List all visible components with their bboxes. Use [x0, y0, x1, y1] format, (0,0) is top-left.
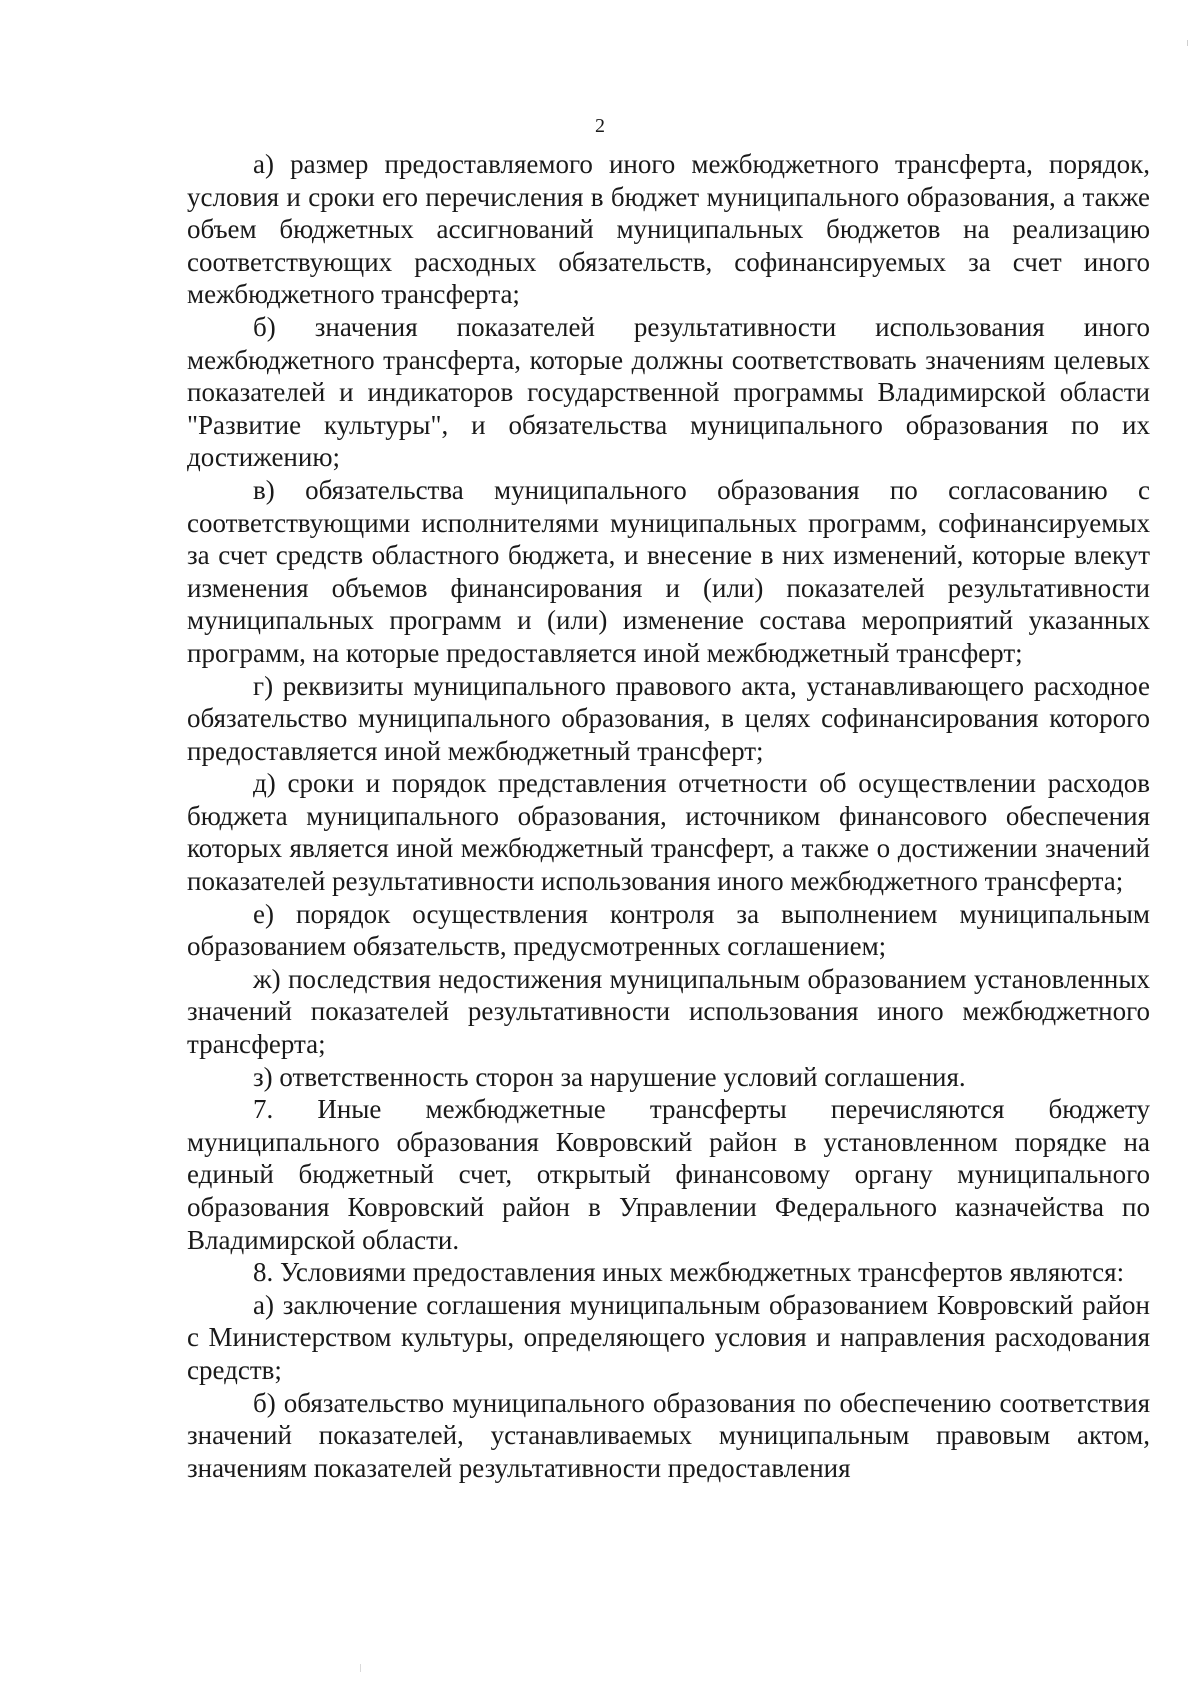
paragraph-item-d: д) сроки и порядок представления отчетности об осуществлении расходов бюджета муниципального образования, источником финансового обеспечения которых является иной межбюджетный трансферт, а также о достижении значений показателей результативности использования иного межбюджетного трансферта;: [187, 768, 1150, 897]
paragraph-section-8-item-a: а) заключение соглашения муниципальным образованием Ковровский район с Министерством культуры, определяющего условия и направления расходования средств;: [187, 1289, 1150, 1385]
scan-artifact: [360, 1664, 361, 1672]
paragraph-section-8-item-b: б) обязательство муниципального образования по обеспечению соответствия значений показателей, устанавливаемых муниципальным правовым актом, значениям показателей результативности предоставления: [187, 1387, 1150, 1483]
paragraph-item-zh: ж) последствия недостижения муниципальным образованием установленных значений показателей результативности использования иного межбюджетного трансферта;: [187, 963, 1150, 1060]
document-body: [187, 148, 1150, 1484]
paragraph-item-b: б) значения показателей результативности использования иного межбюджетного трансферта, которые должны соответствовать значениям целевых показателей и индикаторов государственной программы Владимирской области "Развитие культуры", и обязательства муниципального образования по их достижению;: [187, 311, 1150, 473]
page-number: 2: [595, 115, 605, 137]
paragraph-section-8: 8. Условиями предоставления иных межбюджетных трансфертов являются:: [253, 1257, 1125, 1288]
paragraph-item-e: е) порядок осуществления контроля за выполнением муниципальным образованием обязательств, предусмотренных соглашением;: [187, 898, 1150, 962]
paragraph-item-g: г) реквизиты муниципального правового акта, устанавливающего расходное обязательство муниципального образования, в целях софинансирования которого предоставляется иной межбюджетный трансферт;: [187, 670, 1150, 766]
scan-artifact: [1187, 40, 1188, 46]
paragraph-item-a: а) размер предоставляемого иного межбюджетного трансферта, порядок, условия и сроки его перечисления в бюджет муниципального образования, а также объем бюджетных ассигнований муниципальных бюджетов на реализацию соответствующих расходных обязательств, софинансируемых за счет иного межбюджетного трансферта;: [187, 149, 1150, 310]
paragraph-item-z: з) ответственность сторон за нарушение условий соглашения.: [253, 1061, 966, 1092]
paragraph-item-v: в) обязательства муниципального образования по согласованию с соответствующими исполнителями муниципальных программ, софинансируемых за счет средств областного бюджета, и внесение в них изменений, которые влекут изменения объемов финансирования и (или) показателей результативности муниципальных программ и (или) изменение состава мероприятий указанных программ, на которые предоставляется иной межбюджетный трансферт;: [187, 474, 1150, 668]
paragraph-section-7: 7. Иные межбюджетные трансферты перечисляются бюджету муниципального образования Ковровский район в установленном порядке на единый бюджетный счет, открытый финансовому органу муниципального образования Ковровский район в Управлении Федерального казначейства по Владимирской области.: [187, 1094, 1150, 1255]
